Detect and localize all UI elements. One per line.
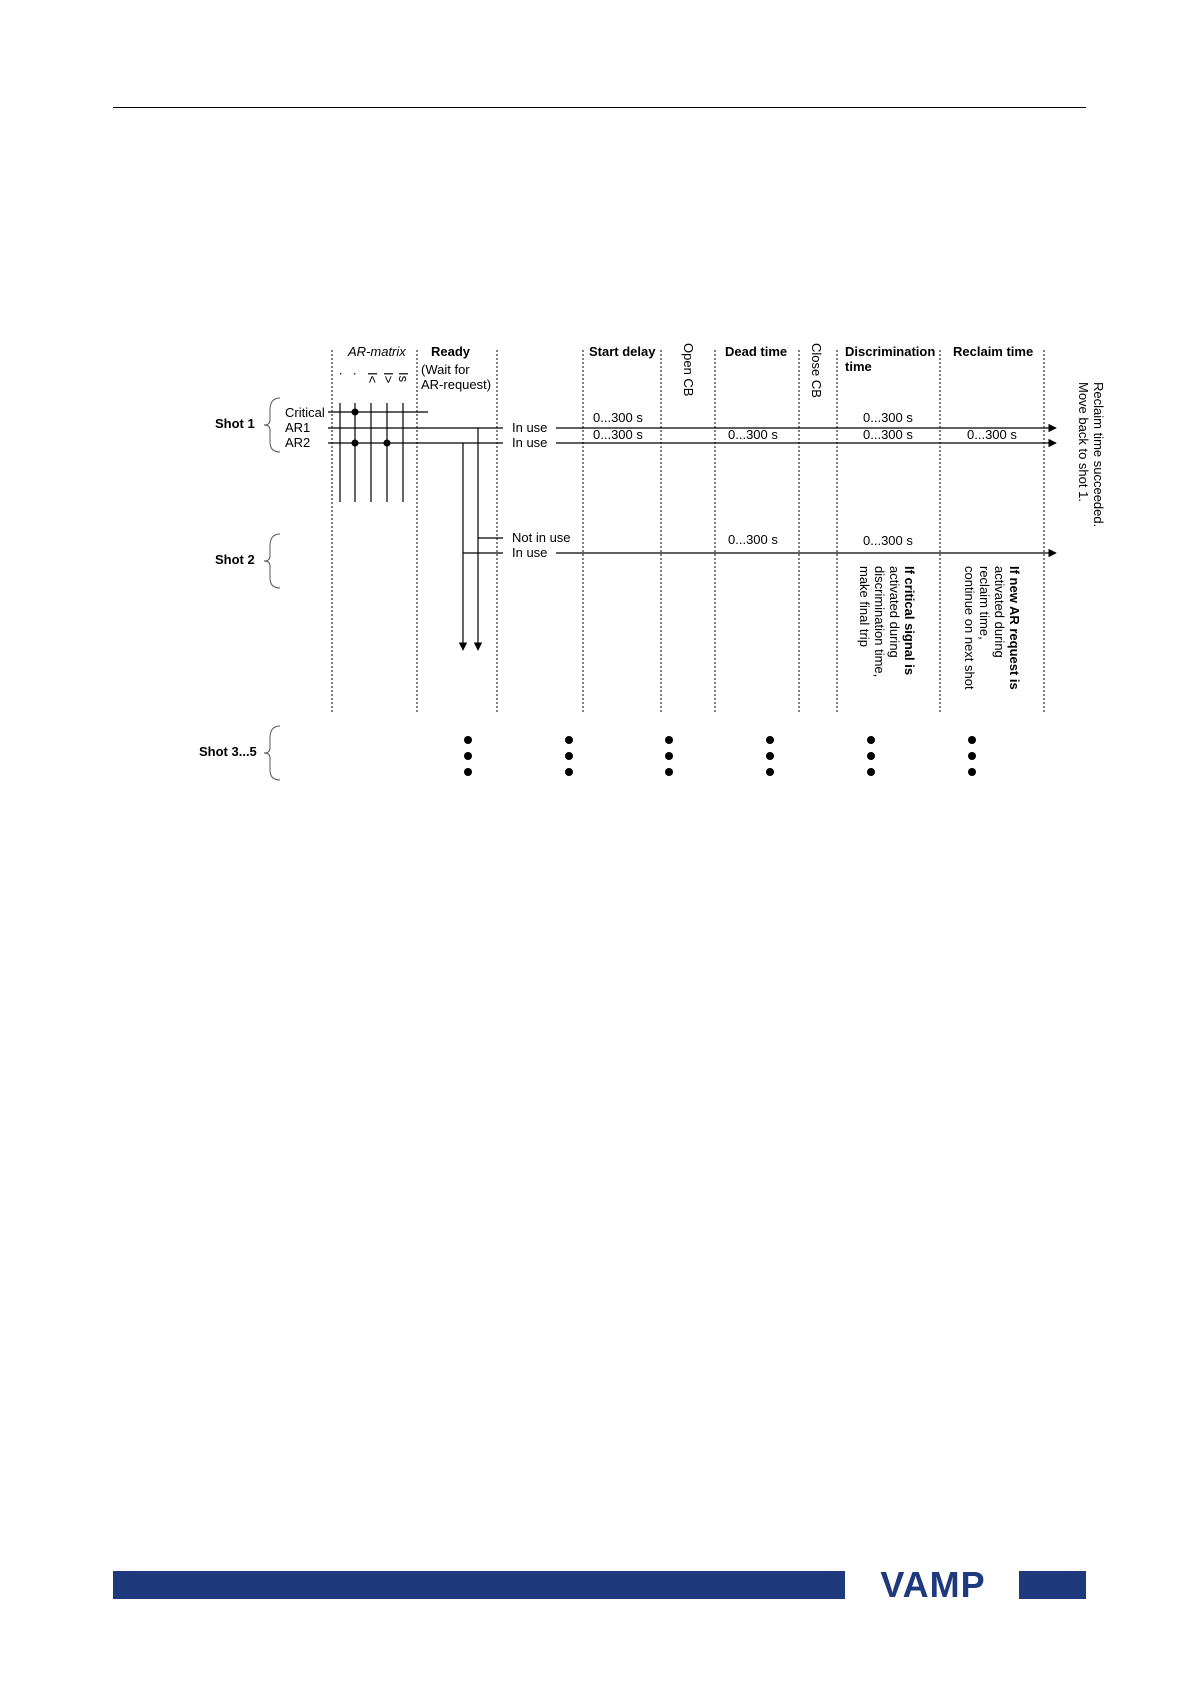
connection-dot <box>352 440 359 447</box>
note-critical-1: If critical signal is <box>902 566 917 676</box>
signal-ar2: AR2 <box>285 435 311 450</box>
ellipsis-dot <box>565 736 573 744</box>
note-new-ar-3: reclaim time, <box>977 566 992 640</box>
ellipsis-dot <box>665 736 673 744</box>
connection-dot <box>384 440 391 447</box>
header-start-delay: Start delay <box>589 344 656 359</box>
signal-critical: Critical <box>285 405 325 420</box>
time-label: 0...300 s <box>728 532 778 547</box>
vamp-logo: VAMP <box>880 1564 986 1605</box>
ellipsis-dot <box>464 752 472 760</box>
matrix-stage-label: Is <box>396 372 411 383</box>
time-range-labels <box>593 410 1017 548</box>
signal-ar1: AR1 <box>285 420 311 435</box>
brace-shot-2 <box>264 534 280 588</box>
time-label: 0...300 s <box>728 427 778 442</box>
note-reclaim-succeeded-2: Move back to shot 1. <box>1076 382 1091 502</box>
time-label: 0...300 s <box>967 427 1017 442</box>
header-ready-note-2: AR-request) <box>421 377 492 392</box>
shot-braces <box>264 398 280 780</box>
header-discrimination-1: Discrimination <box>845 344 936 359</box>
matrix-stage-label: . <box>351 372 366 376</box>
time-label: 0...300 s <box>863 427 913 442</box>
status-shot1-ar1: In use <box>512 420 548 435</box>
matrix-stage-label: I> <box>381 372 396 384</box>
matrix-stage-label: I< <box>365 372 380 384</box>
ellipsis-dot <box>968 752 976 760</box>
header-ready: Ready <box>431 344 471 359</box>
column-separators <box>332 350 1044 712</box>
footer-bar <box>113 1564 1086 1605</box>
ellipsis-dot <box>766 736 774 744</box>
header-dead-time: Dead time <box>725 344 788 359</box>
header-discrimination-2: time <box>845 359 872 374</box>
ellipsis-dot <box>565 768 573 776</box>
header-ready-note-1: (Wait for <box>421 362 470 377</box>
ellipsis-dot <box>464 768 472 776</box>
footer-band-left <box>113 1571 845 1599</box>
shot-3-5-label: Shot 3...5 <box>199 744 257 759</box>
time-label: 0...300 s <box>593 427 643 442</box>
note-new-ar-2: activated during <box>992 566 1007 658</box>
time-label: 0...300 s <box>593 410 643 425</box>
shot-1-label: Shot 1 <box>215 416 255 431</box>
time-label: 0...300 s <box>863 410 913 425</box>
header-ar-matrix: AR-matrix <box>348 344 406 359</box>
ellipsis-dot <box>968 736 976 744</box>
matrix-stage-label: . <box>337 372 352 376</box>
ellipsis-dot <box>867 752 875 760</box>
ellipsis-dot <box>565 752 573 760</box>
ellipsis-dot <box>464 736 472 744</box>
note-new-ar-1: If new AR request is <box>1007 566 1022 690</box>
header-open-cb: Open CB <box>681 343 696 397</box>
ellipsis-dot <box>665 752 673 760</box>
header-close-cb: Close CB <box>809 343 824 398</box>
ellipsis-dot <box>766 752 774 760</box>
note-critical-4: make final trip <box>857 566 872 647</box>
brace-shot-3-5 <box>264 726 280 780</box>
note-critical-2: activated during <box>887 566 902 658</box>
ellipsis-dot <box>766 768 774 776</box>
time-label: 0...300 s <box>863 533 913 548</box>
status-shot2-not-in-use: Not in use <box>512 530 571 545</box>
ellipsis-dot <box>665 768 673 776</box>
status-shot2-in-use: In use <box>512 545 548 560</box>
shot-2-label: Shot 2 <box>215 552 255 567</box>
connection-dot <box>352 409 359 416</box>
ellipsis-dot <box>968 768 976 776</box>
ellipsis-dot <box>867 736 875 744</box>
status-shot1-ar2: In use <box>512 435 548 450</box>
matrix-stage-labels <box>337 372 411 385</box>
ellipsis-dot <box>867 768 875 776</box>
header-reclaim-time: Reclaim time <box>953 344 1034 359</box>
note-new-ar-4: continue on next shot <box>962 566 977 690</box>
matrix-verticals <box>340 403 403 502</box>
note-reclaim-succeeded-1: Reclaim time succeeded. <box>1091 382 1106 528</box>
shot-3-5-continuation-dots <box>464 736 976 776</box>
signal-lines <box>328 412 1056 650</box>
brace-shot-1 <box>264 398 280 452</box>
footer-band-right <box>1019 1571 1086 1599</box>
note-critical-3: discrimination time, <box>872 566 887 678</box>
